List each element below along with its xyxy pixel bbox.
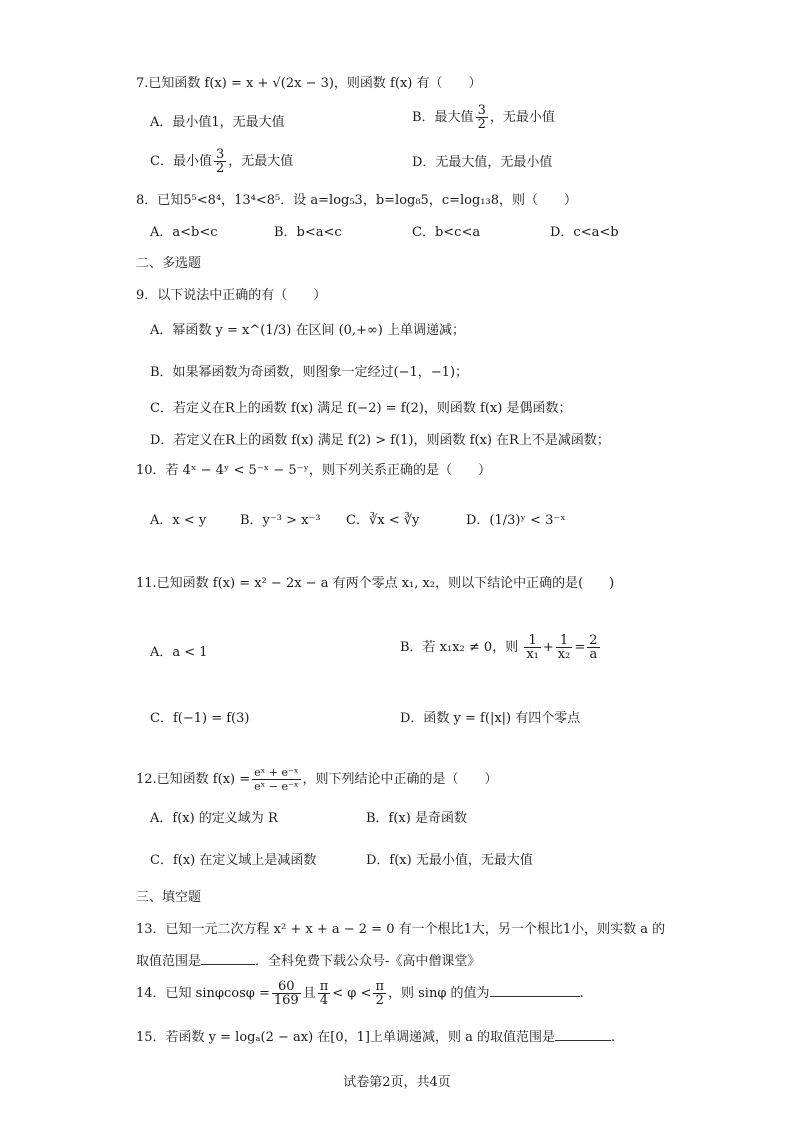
q11-option-c: C．f(−1) = f(3)	[150, 711, 250, 726]
q8-option-d: D．c<a<b	[550, 225, 619, 240]
fraction-numerator: π	[375, 979, 384, 994]
q7-option-b	[412, 104, 555, 131]
q14-inequality: < φ <	[332, 986, 372, 1001]
q8-option-b: B．b<a<c	[274, 225, 342, 240]
q11-fraction-3	[587, 634, 599, 661]
q10-stem: 10．若 4ˣ − 4ʸ < 5⁻ˣ − 5⁻ʸ，则下列关系正确的是（ ）	[136, 463, 491, 478]
q12-option-c: C．f(x) 在定义域上是减函数	[150, 853, 317, 868]
fraction-numerator: 3	[477, 103, 486, 118]
fraction-denominator: x₂	[557, 647, 571, 662]
q11-option-d: D．函数 y = f(|x|) 有四个零点	[400, 711, 581, 726]
q7-option-b-suffix: ，无最小值	[489, 110, 555, 125]
fraction-denominator: a	[589, 647, 598, 662]
q7-stem: 7.已知函数 f(x) = x + √(2x − 3)，则函数 f(x) 有（ ）	[136, 76, 482, 91]
section-heading-multiple-choice: 二、多选题	[136, 256, 202, 271]
q7-option-c-suffix: ，无最大值	[228, 154, 294, 169]
q8-option-a: A．a<b<c	[150, 225, 218, 240]
q7-option-c	[150, 148, 293, 175]
q14-fraction-lower	[318, 980, 331, 1007]
fraction-numerator: π	[319, 979, 329, 994]
q12-stem-prefix: 12.已知函数 f(x) =	[136, 772, 251, 787]
fraction-denominator: x₁	[526, 647, 539, 662]
q11-option-a: A．a < 1	[150, 645, 208, 660]
q12-option-b: B．f(x) 是奇函数	[366, 811, 467, 826]
fraction-denominator: 2	[477, 117, 486, 132]
q7-option-c-prefix: C．最小值	[150, 154, 212, 169]
q11-option-b-prefix: B．若 x₁x₂ ≠ 0，则	[400, 640, 519, 655]
fraction-denominator: 2	[375, 993, 384, 1008]
q14-line	[136, 980, 584, 1007]
q13-line-2	[136, 950, 480, 972]
q14-suffix: ，则 sinφ 的值为	[387, 986, 490, 1001]
q9-stem: 9．以下说法中正确的有（ ）	[136, 288, 327, 303]
q11-fraction-2	[556, 634, 573, 661]
fraction-numerator: 2	[589, 633, 598, 648]
q10-option-d: D．(1/3)ʸ < 3⁻ˣ	[466, 513, 566, 528]
q12-stem-suffix: ，则下列结论中正确的是（ ）	[302, 772, 498, 787]
fraction-denominator: 169	[273, 993, 299, 1008]
q7-option-b-fraction	[476, 104, 488, 131]
q12-stem	[136, 766, 498, 793]
q9-option-c: C．若定义在R上的函数 f(x) 满足 f(−2) = f(2)，则函数 f(x) 是偶函数；	[150, 401, 572, 416]
fraction-numerator: 1	[556, 634, 573, 648]
q13-line-2-suffix: ．全科免费下载公众号-《高中僧课堂》	[255, 954, 481, 969]
q10-option-c: C．∛x < ∛y	[346, 513, 420, 528]
q10-option-a: A．x < y	[150, 513, 207, 528]
q9-option-b: B．如果幂函数为奇函数，则图象一定经过(−1，−1)；	[150, 365, 469, 380]
q14-end: .	[579, 986, 584, 1001]
q12-function-fraction	[252, 766, 300, 793]
q14-prefix: 14．已知 sinφcosφ =	[136, 986, 270, 1001]
plus-sign: +	[542, 640, 554, 655]
q9-option-a: A．幂函数 y = x^(1/3) 在区间 (0,+∞) 上单调递减；	[150, 323, 465, 338]
q14-answer-blank[interactable]	[490, 982, 580, 997]
q7-option-a: A．最小值1，无最大值	[150, 115, 285, 130]
page-footer: 试卷第2页，共4页	[343, 1075, 451, 1090]
q13-line-2-prefix: 取值范围是	[136, 954, 202, 969]
fraction-numerator: 60	[272, 980, 301, 994]
q10-option-b: B．y⁻³ > x⁻³	[240, 513, 321, 528]
q8-stem: 8．已知5⁵<8⁴，13⁴<8⁵．设 a=log₅3，b=log₈5，c=log₁₃8，则（ ）	[136, 193, 577, 208]
q9-option-d: D．若定义在R上的函数 f(x) 满足 f(2) > f(1)，则函数 f(x) 在R上不是减函数；	[150, 433, 610, 448]
fraction-numerator: eˣ + e⁻ˣ	[254, 766, 299, 779]
q12-option-a: A．f(x) 的定义域为 R	[150, 811, 278, 826]
fraction-denominator: 4	[319, 993, 329, 1008]
section-heading-fill-in: 三、填空题	[136, 890, 202, 905]
q14-and: 且	[302, 986, 316, 1001]
q15-answer-blank[interactable]	[555, 1026, 611, 1041]
q15-prefix: 15．若函数 y = logₐ(2 − ax) 在[0，1]上单调递减，则 a 的取值范围是	[136, 1030, 555, 1045]
q7-option-c-fraction	[214, 148, 226, 175]
fraction-denominator: eˣ − e⁻ˣ	[254, 780, 299, 793]
q11-fraction-1	[524, 634, 541, 661]
q11-option-b	[400, 634, 602, 661]
fraction-numerator: 3	[215, 147, 225, 162]
equals-sign: =	[574, 640, 586, 655]
q15-end: .	[610, 1030, 616, 1045]
fraction-denominator: 2	[215, 161, 225, 176]
q13-line-1: 13．已知一元二次方程 x² + x + a − 2 = 0 有一个根比1大，另一个根比1小，则实数 a 的	[136, 922, 666, 937]
q7-option-b-prefix: B．最大值	[412, 110, 474, 125]
q14-fraction-upper	[373, 980, 386, 1007]
q14-fraction-value	[272, 980, 301, 1007]
q11-stem: 11.已知函数 f(x) = x² − 2x − a 有两个零点 x₁, x₂，则以下结论中正确的是( )	[136, 576, 615, 591]
q12-option-d: D．f(x) 无最小值，无最大值	[366, 853, 533, 868]
q13-answer-blank[interactable]	[201, 950, 255, 965]
q8-option-c: C．b<c<a	[412, 225, 481, 240]
q15-line	[136, 1026, 615, 1048]
q7-option-d: D．无最大值，无最小值	[412, 155, 553, 170]
fraction-numerator: 1	[524, 634, 541, 648]
